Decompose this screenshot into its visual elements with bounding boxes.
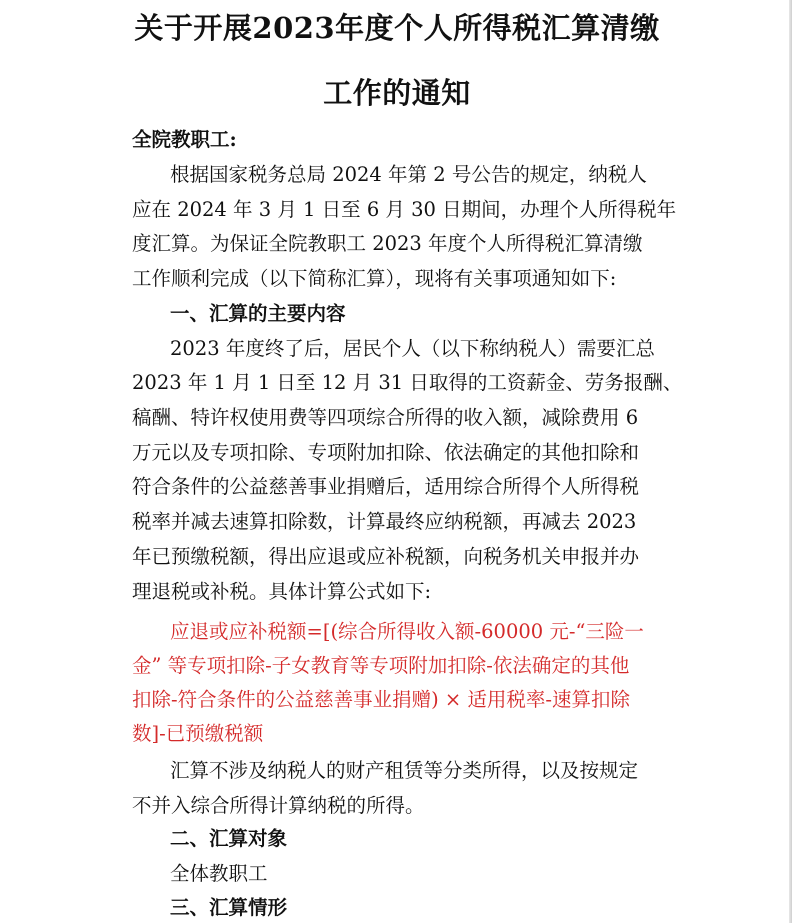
title-line-1: 关于开展2023年度个人所得税汇算清缴 xyxy=(134,11,660,45)
intro-line: 应在 2024 年 3 月 1 日至 6 月 30 日期间，办理个人所得税年 xyxy=(132,198,677,221)
page-edge xyxy=(789,0,792,923)
section-1-line: 符合条件的公益慈善事业捐赠后，适用综合所得个人所得税 xyxy=(132,475,640,498)
intro-line: 度汇算。为保证全院教职工 2023 年度个人所得税汇算清缴 xyxy=(132,232,643,255)
section-3-heading: 三、汇算情形 xyxy=(170,896,288,919)
formula-line: 数]-已预缴税额 xyxy=(132,722,264,745)
formula-line: 扣除-符合条件的公益慈善事业捐赠) × 适用税率-速算扣除 xyxy=(132,688,631,711)
section-1-tail-line: 汇算不涉及纳税人的财产租赁等分类所得，以及按规定 xyxy=(170,759,639,782)
section-1-line: 稿酬、特许权使用费等四项综合所得的收入额，减除费用 6 xyxy=(132,406,639,429)
section-2-body: 全体教职工 xyxy=(170,862,268,885)
section-1-line: 年已预缴税额，得出应退或应补税额，向税务机关申报并办 xyxy=(132,545,640,568)
section-1-line: 2023 年度终了后，居民个人（以下称纳税人）需要汇总 xyxy=(170,337,655,360)
section-1-line: 万元以及专项扣除、专项附加扣除、依法确定的其他扣除和 xyxy=(132,441,640,464)
salutation: 全院教职工: xyxy=(132,128,237,151)
section-1-tail-line: 不并入综合所得计算纳税的所得。 xyxy=(132,794,425,817)
intro-line: 工作顺利完成（以下简称汇算），现将有关事项通知如下: xyxy=(132,267,617,290)
section-2-heading: 二、汇算对象 xyxy=(170,827,288,850)
section-1-line: 2023 年 1 月 1 日至 12 月 31 日取得的工资薪金、劳务报酬、 xyxy=(132,371,683,394)
section-1-heading: 一、汇算的主要内容 xyxy=(170,302,346,325)
formula-line: 金” 等专项扣除-子女教育等专项附加扣除-依法确定的其他 xyxy=(132,654,630,677)
intro-line: 根据国家税务总局 2024 年第 2 号公告的规定，纳税人 xyxy=(170,163,647,186)
section-1-line: 税率并减去速算扣除数，计算最终应纳税额，再减去 2023 xyxy=(132,510,637,533)
title-line-2: 工作的通知 xyxy=(323,76,471,110)
section-1-line: 理退税或补税。具体计算公式如下: xyxy=(132,580,432,603)
formula-line: 应退或应补税额=[(综合所得收入额-60000 元-“三险一 xyxy=(170,620,644,643)
